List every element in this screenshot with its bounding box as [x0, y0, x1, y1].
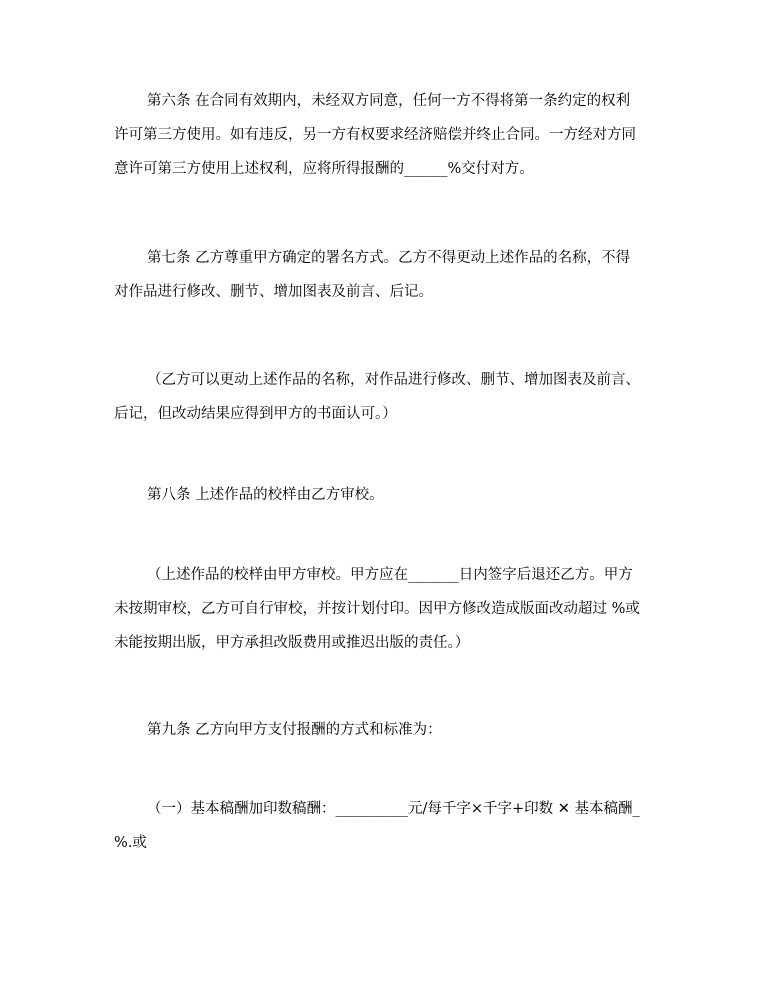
article-6-line-3: 意许可第三方使用上述权利，应将所得报酬的______%交付对方。 [114, 161, 534, 177]
article-7-line-2: 对作品进行修改、删节、增加图表及前言、后记。 [114, 284, 433, 300]
article-7-paragraph [114, 241, 660, 309]
article-9-item-1-line-1: （一）基本稿酬加印数稿酬：__________元/每千字×千字+印数 ✕ 基本稿酬_ [147, 801, 640, 817]
article-9-line-1: 第九条 乙方向甲方支付报酬的方式和标准为： [147, 722, 442, 738]
article-8-alternative-paragraph [114, 558, 660, 660]
article-6-line-1: 第六条 在合同有效期内，未经双方同意，任何一方不得将第一条约定的权利 [147, 93, 631, 109]
article-6-paragraph [114, 84, 660, 186]
article-8-alt-line-3: 未能按期出版，甲方承担改版费用或推迟出版的责任。） [114, 635, 470, 651]
article-7-alt-line-1: （乙方可以更动上述作品的名称，对作品进行修改、删节、增加图表及前言、 [147, 372, 640, 388]
article-7-alternative-paragraph [114, 363, 660, 431]
article-7-alt-line-2: 后记，但改动结果应得到甲方的书面认可。） [114, 406, 397, 422]
article-8-paragraph [114, 478, 660, 512]
article-8-alt-line-1: （上述作品的校样由甲方审校。甲方应在_______日内签字后退还乙方。甲方 [147, 567, 633, 583]
article-9-item-1-paragraph [114, 792, 660, 860]
article-9-item-1-line-2: %.或 [114, 835, 147, 851]
article-8-line-1: 第八条 上述作品的校样由乙方审校。 [147, 487, 384, 503]
article-6-line-2: 许可第三方使用。如有违反，另一方有权要求经济赔偿并终止合同。一方经对方同 [114, 127, 636, 143]
article-7-line-1: 第七条 乙方尊重甲方确定的署名方式。乙方不得更动上述作品的名称，不得 [147, 250, 631, 266]
article-8-alt-line-2: 未按期审校，乙方可自行审校，并按计划付印。因甲方修改造成版面改动超过 %或 [114, 601, 640, 617]
article-9-paragraph [114, 713, 660, 747]
